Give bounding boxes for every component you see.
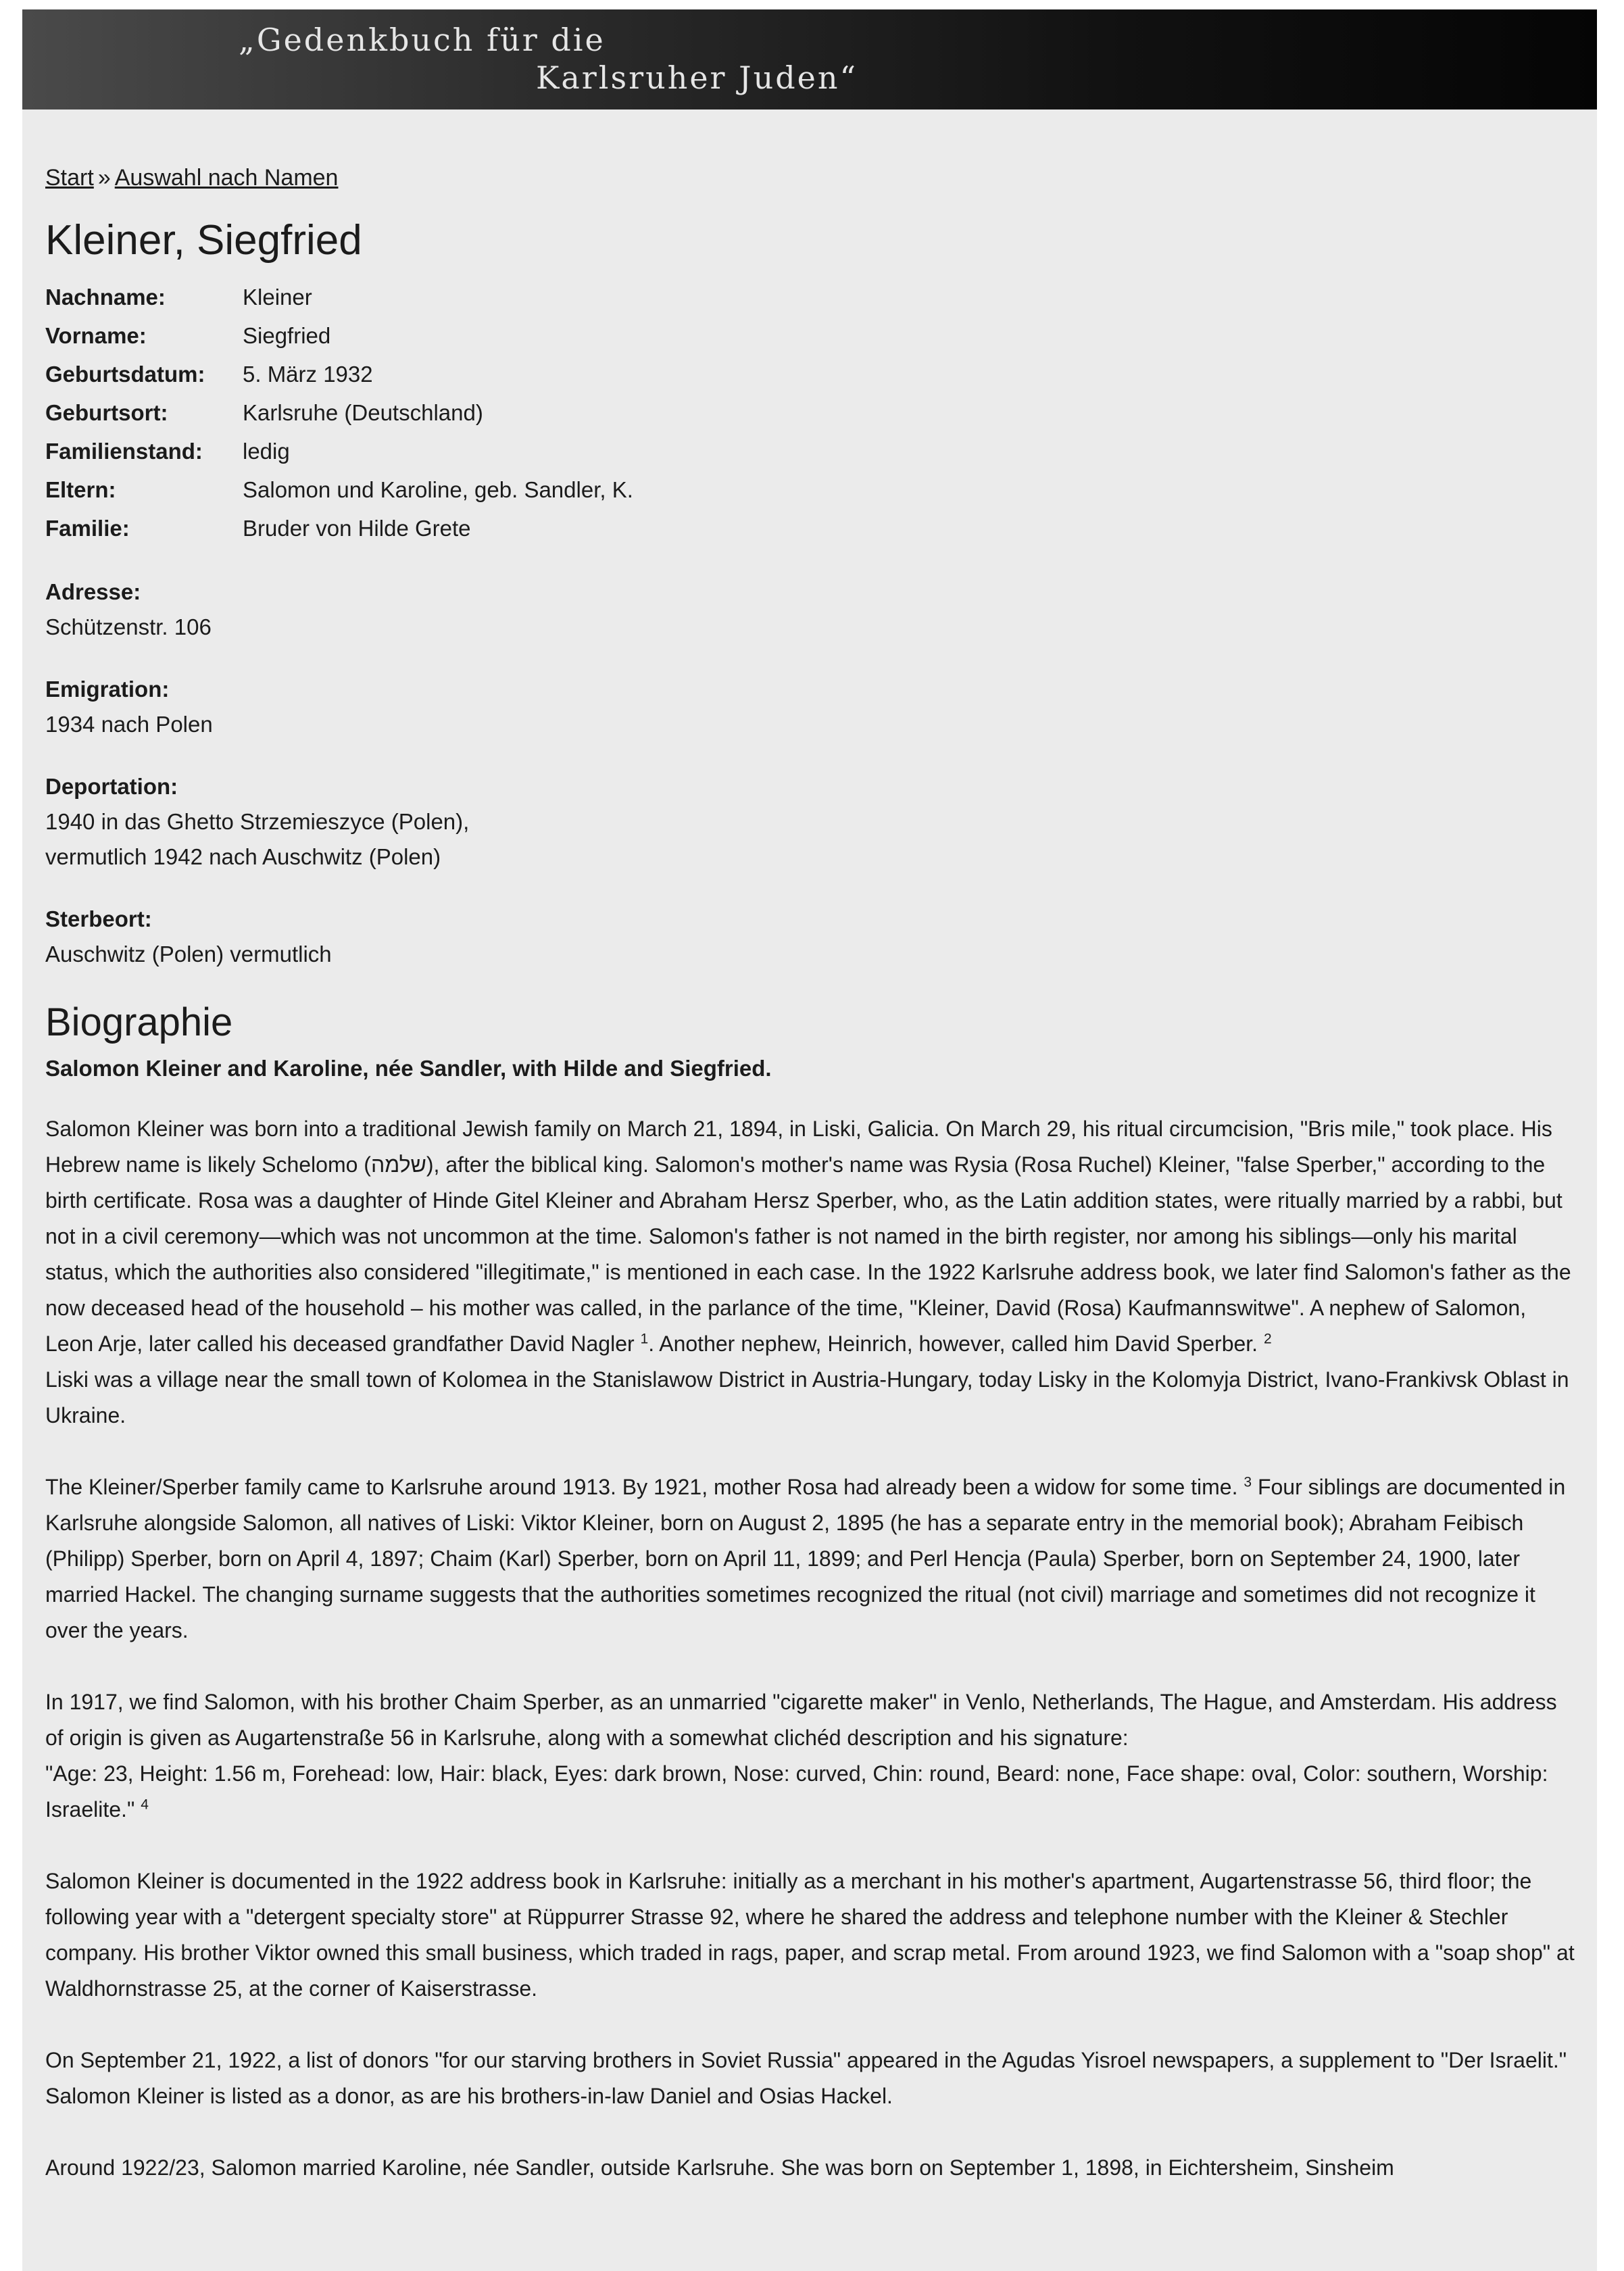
fact-row (45, 355, 633, 393)
banner-title-line-1: „Gedenkbuch für die (239, 22, 606, 58)
paragraph-text: . Another nephew, Heinrich, however, called him David Sperber. (648, 1331, 1258, 1356)
fact-value: 5. März 1932 (243, 361, 373, 387)
address-block (45, 575, 1579, 645)
fact-value: Siegfried (243, 322, 331, 348)
footnote-ref[interactable]: 1 (640, 1331, 649, 1347)
fact-label: Familie: (45, 515, 130, 541)
site-banner (22, 9, 1597, 109)
fact-row (45, 393, 633, 432)
page-title: Kleiner, Siegfried (45, 217, 362, 264)
paragraph-text: Salomon Kleiner was born into a traditional Jewish family on March 21, 1894, in Liski, Galicia. On March 29, his ritual circumcision, "Bris mile," took place. His Hebrew name is likely Schelomo (שלמה), after the biblical king. Salomon's mother's name was Rysia (Rosa Ruchel) Kleiner, "false Sperber," according to the birth certificate. Rosa was a daughter of Hinde Gitel Kleiner and Abraham Hersz Sperber, who, as the Latin addition states, were ritually married by a rabbi, but not in a civil ceremony—which was not uncommon at the time. Salomon's father is not named in the birth register, nor among his siblings—only his marital status, which the authorities also considered "illegitimate," is mentioned in each case. In the 1922 Karlsruhe address book, we later find Salomon's father as the now deceased head of the household – his mother was called, in the parlance of the time, "Kleiner, David (Rosa) Kaufmannswitwe". A nephew of Salomon, Leon Arje, later called his deceased grandfather David Nagler (45, 1116, 1571, 1356)
address-value: Schützenstr. 106 (45, 614, 212, 640)
death-place-value: Auschwitz (Polen) vermutlich (45, 942, 332, 967)
biography-subtitle: Salomon Kleiner and Karoline, née Sandler, with Hilde and Siegfried. (45, 1055, 772, 1081)
emigration-block (45, 672, 1579, 742)
fact-label: Nachname: (45, 284, 166, 310)
fact-value: Karlsruhe (Deutschland) (243, 399, 483, 425)
paragraph-text: Four siblings are documented in Karlsruhe alongside Salomon, all natives of Liski: Viktor Kleiner, born on August 2, 1895 (he has a separate entry in the memorial book); Abraham Feibisch (Philipp) Sperber, born on April 4, 1897; Chaim (Karl) Sperber, born on April 11, 1899; and Perl Hencja (Paula) Sperber, born on September 24, 1900, later married Hackel. The changing surname suggests that the authorities sometimes recognized the ritual (not civil) marriage and sometimes did not recognize it over the years. (45, 1474, 1566, 1642)
deportation-value-line-1: 1940 in das Ghetto Strzemieszyce (Polen), (45, 809, 470, 835)
biography-heading: Biographie (45, 1000, 233, 1045)
paragraph-text: Liski was a village near the small town of Kolomea in the Stanislawow District in Austria-Hungary, today Lisky in the Kolomyja District, Ivano-Frankivsk Oblast in Ukraine. (45, 1367, 1569, 1427)
deportation-block (45, 769, 1579, 875)
fact-value: Salomon und Karoline, geb. Sandler, K. (243, 477, 633, 502)
paragraph-text: On September 21, 1922, a list of donors "for our starving brothers in Soviet Russia" appeared in the Agudas Yisroel newspapers, a supplement to "Der Israelit." Salomon Kleiner is listed as a donor, as are his brothers-in-law Daniel and Osias Hackel. (45, 2047, 1567, 2108)
paragraph-text: Salomon Kleiner is documented in the 1922 address book in Karlsruhe: initially as a merchant in his mother's apartment, Augartenstrasse 56, third floor; the following year with a "detergent specialty store" at Rüppurrer Strasse 92, where he shared the address and telephone number with the Kleiner & Stechler company. His brother Viktor owned this small business, which traded in rags, paper, and scrap metal. From around 1923, we find Salomon with a "soap shop" at Waldhornstrasse 25, at the corner of Kaiserstrasse. (45, 1868, 1575, 2001)
fact-value: Bruder von Hilde Grete (243, 515, 471, 541)
fact-label: Vorname: (45, 322, 147, 348)
death-place-label: Sterbeort: (45, 906, 152, 932)
main-content (45, 165, 1579, 2222)
fact-row (45, 509, 633, 547)
address-label: Adresse: (45, 579, 141, 605)
fact-row (45, 432, 633, 470)
paragraph-text: In 1917, we find Salomon, with his brother Chaim Sperber, as an unmarried "cigarette maker" in Venlo, Netherlands, The Hague, and Amsterdam. His address of origin is given as Augartenstraße 56 in Karlsruhe, along with a somewhat clichéd description and his signature: (45, 1689, 1557, 1750)
fact-row (45, 470, 633, 509)
fact-label: Eltern: (45, 477, 116, 502)
banner-title-line-2: Karlsruher Juden“ (536, 59, 858, 96)
deportation-label: Deportation: (45, 774, 178, 800)
biography-paragraph (45, 2043, 1579, 2114)
person-facts-table (45, 278, 633, 547)
fact-label: Geburtsdatum: (45, 361, 205, 387)
breadcrumb (45, 165, 1579, 191)
fact-value: Kleiner (243, 284, 312, 310)
fact-label: Familienstand: (45, 438, 203, 464)
document-page (22, 9, 1597, 2271)
deportation-value-line-2: vermutlich 1942 nach Auschwitz (Polen) (45, 844, 441, 870)
paragraph-text: Around 1922/23, Salomon married Karoline, née Sandler, outside Karlsruhe. She was born on September 1, 1898, in Eichtersheim, Sinsheim (45, 2155, 1394, 2180)
emigration-label: Emigration: (45, 677, 170, 702)
footnote-ref[interactable]: 3 (1244, 1474, 1252, 1490)
biography-paragraph (45, 1684, 1579, 1828)
fact-value: ledig (243, 438, 290, 464)
fact-label: Geburtsort: (45, 399, 168, 425)
biography-paragraph (45, 1111, 1579, 1434)
emigration-value: 1934 nach Polen (45, 712, 213, 737)
biography-paragraph (45, 1863, 1579, 2007)
breadcrumb-separator: » (97, 165, 111, 191)
biography-paragraph (45, 1469, 1579, 1649)
fact-row (45, 316, 633, 355)
death-place-block (45, 902, 1579, 972)
breadcrumb-names-link[interactable]: Auswahl nach Namen (114, 165, 339, 191)
paragraph-text: "Age: 23, Height: 1.56 m, Forehead: low, Hair: black, Eyes: dark brown, Nose: curved, Chin: round, Beard: none, Face shape: oval, Color: southern, Worship: Israelite." (45, 1761, 1548, 1822)
footnote-ref[interactable]: 4 (141, 1797, 149, 1813)
footnote-ref[interactable]: 2 (1263, 1331, 1272, 1347)
paragraph-text: The Kleiner/Sperber family came to Karlsruhe around 1913. By 1921, mother Rosa had already been a widow for some time. (45, 1474, 1238, 1499)
fact-row (45, 278, 633, 316)
breadcrumb-start-link[interactable]: Start (45, 165, 94, 191)
biography-paragraph (45, 2150, 1579, 2186)
